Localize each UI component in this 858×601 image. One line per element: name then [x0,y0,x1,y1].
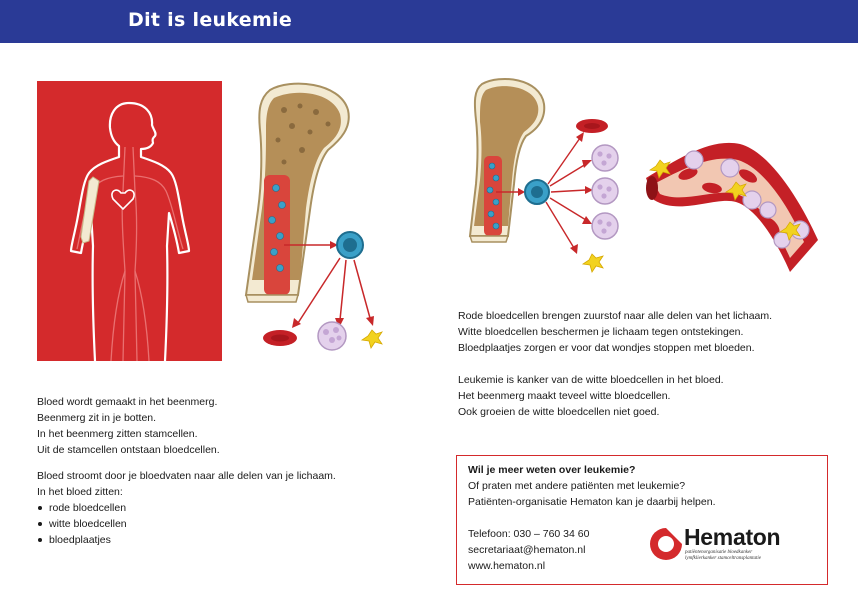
logo-name: Hematon [684,524,781,550]
leukemia-bone-illustration [462,76,622,276]
bone-marrow-illustration [240,80,400,360]
header-bar [0,0,858,43]
website-link[interactable]: www.hematon.nl [468,560,546,572]
hematon-logo [648,526,818,566]
logo-tagline-line: lymfklierkanker stamceltransplantatie [685,556,761,561]
text-line: Het beenmerg maakt teveel witte bloedcellen. [458,390,671,402]
text-line: Bloed wordt gemaakt in het beenmerg. [37,396,218,408]
list-item: bloedplaatjes [37,532,397,548]
text-line: Ook groeien de witte bloedcellen niet goed. [458,406,660,418]
right-text-block [458,308,838,420]
text-line: Witte bloedcellen beschermen je lichaam tegen ontstekingen. [458,326,744,338]
text-line: Uit de stamcellen ontstaan bloedcellen. [37,444,220,456]
text-line: In het bloed zitten: [37,486,123,498]
text-line: In het beenmerg zitten stamcellen. [37,428,198,440]
list-item: witte bloedcellen [37,516,397,532]
text-line: Beenmerg zit in je botten. [37,412,157,424]
blood-vessel-illustration [640,130,820,280]
text-line: Bloedplaatjes zorgen er voor dat wondjes stoppen met bloeden. [458,342,755,354]
body-silhouette-icon [37,81,222,361]
logo-tagline [685,550,815,562]
hematon-drop-icon [648,526,684,562]
contact-info-box [456,455,828,585]
phone-number: Telefoon: 030 – 760 34 60 [468,528,590,540]
info-line: Of praten met andere patiënten met leukemie? [468,480,686,492]
body-illustration-panel [37,81,222,361]
email-link[interactable]: secretariaat@hematon.nl [468,544,586,556]
info-line: Patiënten-organisatie Hematon kan je daarbij helpen. [468,496,716,508]
text-line: Bloed stroomt door je bloedvaten naar alle delen van je lichaam. [37,470,336,482]
info-heading: Wil je meer weten over leukemie? [468,464,636,476]
text-line: Leukemie is kanker van de witte bloedcellen in het bloed. [458,374,724,386]
page-title: Dit is leukemie [128,9,293,31]
text-line: Rode bloedcellen brengen zuurstof naar alle delen van het lichaam. [458,310,773,322]
list-item: rode bloedcellen [37,500,397,516]
logo-tagline-line: patiëntenorganisatie bloedkanker [685,550,753,555]
blood-components-list [37,500,397,548]
left-text-block [37,394,397,548]
